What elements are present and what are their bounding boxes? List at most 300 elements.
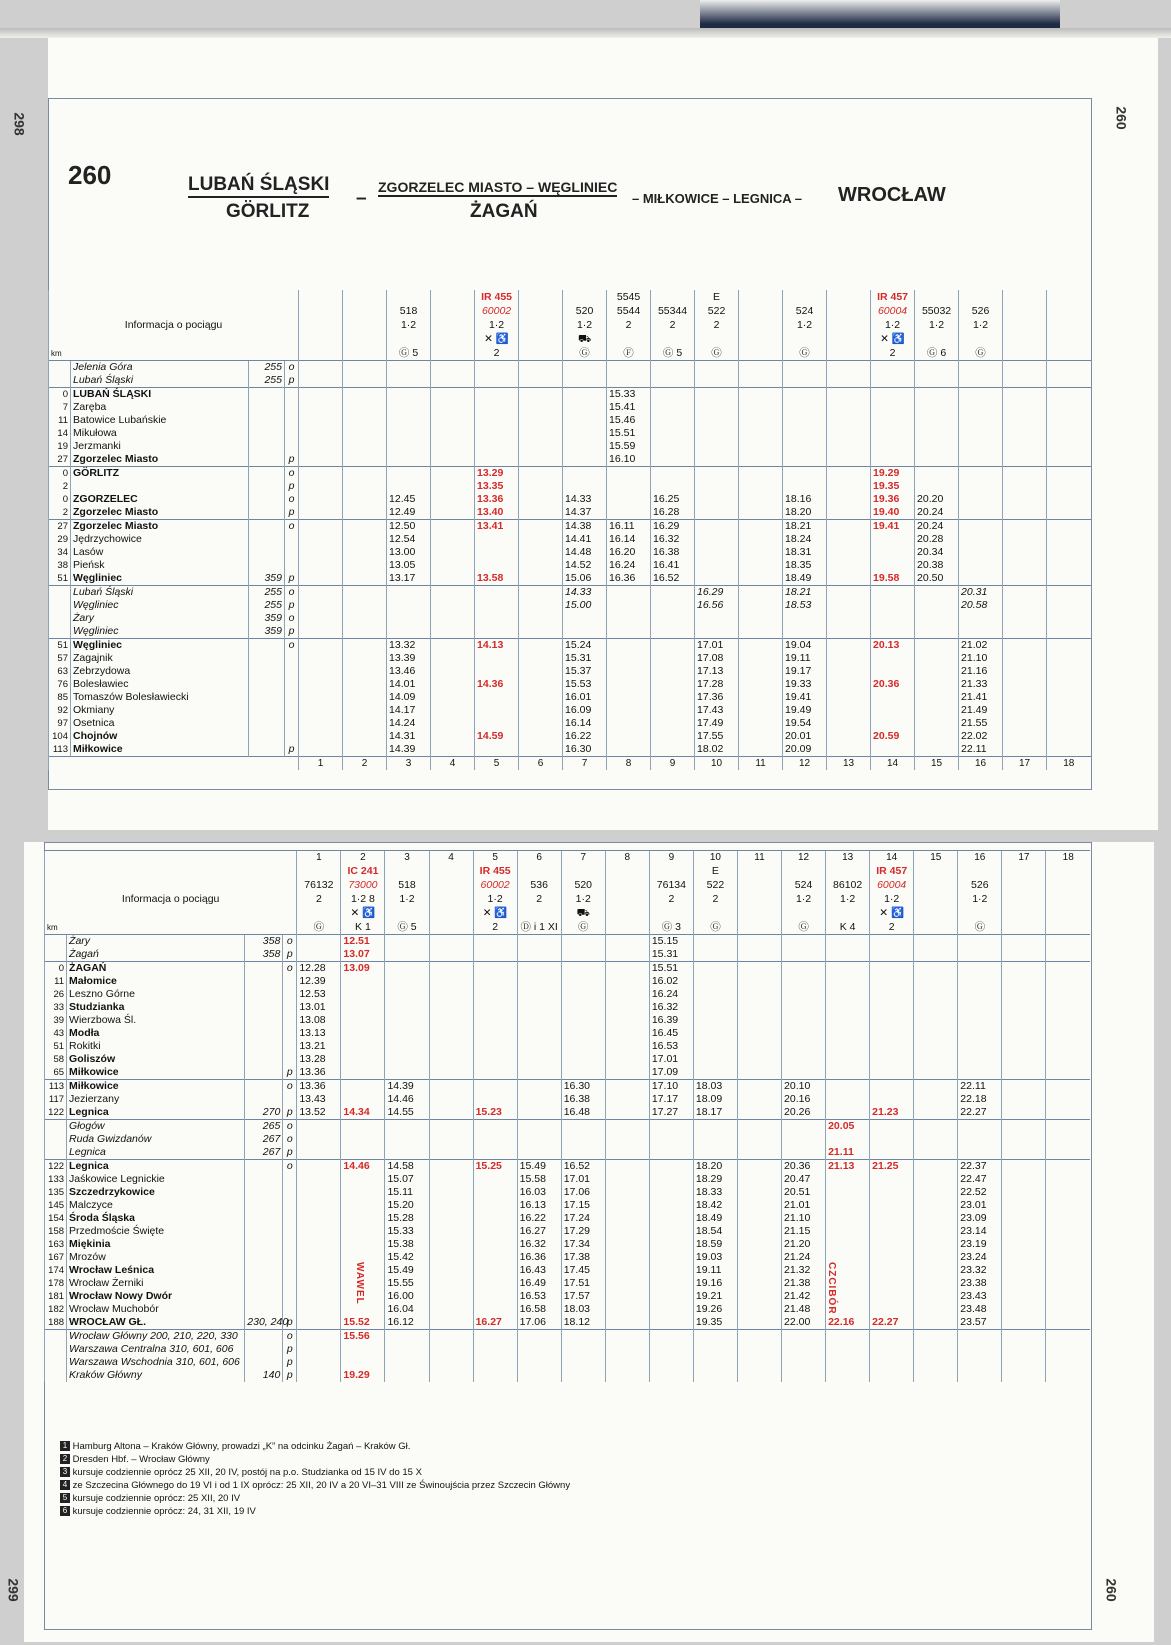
time-cell [693, 1027, 737, 1040]
train-info-cell: 5545 [607, 290, 651, 304]
time-cell [1003, 652, 1047, 665]
time-cell [1003, 520, 1047, 534]
time-cell [782, 1133, 826, 1146]
time-cell [739, 691, 783, 704]
time-cell [1046, 1212, 1090, 1225]
column-number: 8 [607, 757, 651, 771]
time-cell: 17.01 [695, 639, 739, 653]
time-cell: 14.55 [385, 1106, 429, 1120]
time-cell [827, 743, 871, 757]
time-cell [475, 743, 519, 757]
time-cell [519, 612, 563, 625]
train-info-cell [429, 906, 473, 920]
train-info-cell [519, 290, 563, 304]
time-cell: 16.24 [607, 559, 651, 572]
train-info-cell: 55032 [915, 304, 959, 318]
time-cell [429, 1053, 473, 1066]
time-cell: 17.36 [695, 691, 739, 704]
time-cell [1046, 1330, 1090, 1344]
time-cell [475, 612, 519, 625]
time-cell: 15.00 [563, 599, 607, 612]
time-cell [826, 1133, 870, 1146]
time-cell [737, 1264, 781, 1277]
time-cell [1046, 1080, 1090, 1094]
connection-table-ref [249, 453, 285, 467]
time-cell [782, 1001, 826, 1014]
column-number-row [49, 757, 1091, 771]
time-cell [341, 1014, 385, 1027]
time-cell [739, 652, 783, 665]
time-cell: 16.32 [651, 533, 695, 546]
footnote-text: ze Szczecina Głównego do 19 VI i od 1 IX oprócz: 25 XII, 20 IV a 20 VI–31 VIII ze Świnoujścia przez Szczecin Główny [72, 1480, 571, 1491]
km-cell [45, 1133, 67, 1146]
train-info-cell: 2 [695, 318, 739, 332]
arr-dep-flag [285, 730, 299, 743]
km-cell [49, 374, 71, 388]
train-info-cell: K 1 [341, 920, 385, 935]
time-cell [1003, 374, 1047, 388]
train-info-cell [343, 318, 387, 332]
column-number-spacer [49, 757, 299, 771]
train-info-cell [695, 332, 739, 346]
time-cell [782, 1040, 826, 1053]
time-cell [826, 1173, 870, 1186]
time-cell [475, 704, 519, 717]
time-cell [737, 1251, 781, 1264]
km-cell [45, 935, 67, 949]
time-cell [473, 1066, 517, 1080]
km-cell: 14 [49, 427, 71, 440]
time-cell [739, 546, 783, 559]
time-cell [475, 625, 519, 639]
connection-table-ref: 267 [245, 1133, 283, 1146]
time-cell [343, 453, 387, 467]
train-info-cell [519, 346, 563, 361]
time-cell [519, 639, 563, 653]
time-cell [1047, 467, 1091, 481]
time-cell [827, 453, 871, 467]
arr-dep-flag: o [285, 586, 299, 600]
time-cell [1047, 572, 1091, 586]
time-cell [385, 1133, 429, 1146]
time-cell [1003, 678, 1047, 691]
time-cell: 14.17 [387, 704, 431, 717]
route-luban: LUBAŃ ŚLĄSKI [188, 174, 329, 198]
train-info-cell: 2 [693, 892, 737, 906]
km-label: km [47, 923, 58, 932]
train-info-cell: ⛟ [563, 332, 607, 346]
time-cell [431, 480, 475, 493]
time-cell [695, 520, 739, 534]
km-cell: 43 [45, 1027, 67, 1040]
time-cell [649, 1120, 693, 1134]
time-cell [1047, 480, 1091, 493]
km-cell: 26 [45, 988, 67, 1001]
time-cell [870, 1330, 914, 1344]
time-cell [563, 467, 607, 481]
time-cell [431, 388, 475, 402]
time-cell [1003, 493, 1047, 506]
time-cell [870, 1264, 914, 1277]
train-info-cell [605, 920, 649, 935]
time-cell [739, 427, 783, 440]
time-cell [693, 1369, 737, 1382]
time-cell [651, 704, 695, 717]
time-cell: 15.37 [563, 665, 607, 678]
time-cell [651, 361, 695, 375]
time-cell: 12.51 [341, 935, 385, 949]
time-cell: 15.24 [563, 639, 607, 653]
time-cell: 13.40 [475, 506, 519, 520]
km-label: km [51, 349, 62, 358]
time-cell [826, 1093, 870, 1106]
timetable-row [45, 1040, 1091, 1053]
time-cell [343, 440, 387, 453]
km-cell [49, 599, 71, 612]
time-cell: 15.55 [385, 1277, 429, 1290]
time-cell: 14.48 [563, 546, 607, 559]
time-cell [519, 717, 563, 730]
time-cell [297, 1369, 341, 1382]
station-name: Węgliniec [71, 625, 249, 639]
time-cell [1047, 546, 1091, 559]
time-cell [915, 665, 959, 678]
time-cell [517, 1133, 561, 1146]
train-info-cell [826, 864, 870, 878]
time-cell: 13.09 [341, 962, 385, 976]
time-cell: 23.14 [958, 1225, 1002, 1238]
time-cell: 23.48 [958, 1303, 1002, 1316]
station-name: WROCŁAW GŁ. [67, 1316, 245, 1330]
time-cell: 14.34 [341, 1106, 385, 1120]
time-cell [737, 1093, 781, 1106]
time-cell [607, 361, 651, 375]
train-info-cell: Ⓖ 5 [387, 346, 431, 361]
time-cell [431, 586, 475, 600]
time-cell [870, 1369, 914, 1382]
time-cell [783, 427, 827, 440]
time-cell [1002, 1001, 1046, 1014]
connection-table-ref [245, 1303, 283, 1316]
time-cell [387, 625, 431, 639]
time-cell: 20.28 [915, 533, 959, 546]
time-cell [519, 388, 563, 402]
train-info-cell: ✕ ♿ [341, 906, 385, 920]
time-cell: 18.03 [561, 1303, 605, 1316]
page-number-bottom-right: 260 [1103, 1578, 1120, 1602]
time-cell [827, 704, 871, 717]
time-cell [959, 401, 1003, 414]
station-name: Zaręba [71, 401, 249, 414]
time-cell: 15.52 [341, 1316, 385, 1330]
time-cell [519, 743, 563, 757]
connection-table-ref [245, 1040, 283, 1053]
time-cell [693, 988, 737, 1001]
time-cell [739, 743, 783, 757]
route-gorlitz: GÖRLITZ [226, 201, 310, 222]
km-cell: 57 [49, 652, 71, 665]
column-number: 4 [431, 757, 475, 771]
time-cell [693, 948, 737, 962]
time-cell [607, 586, 651, 600]
time-cell: 16.01 [563, 691, 607, 704]
time-cell [915, 639, 959, 653]
time-cell: 18.35 [783, 559, 827, 572]
time-cell [915, 612, 959, 625]
time-cell [826, 935, 870, 949]
time-cell [914, 1120, 958, 1134]
train-info-cell [915, 290, 959, 304]
column-number: 12 [782, 851, 826, 865]
train-info-cell: 2 [297, 892, 341, 906]
time-cell [563, 453, 607, 467]
connection-table-ref [245, 1186, 283, 1199]
time-cell [1047, 401, 1091, 414]
time-cell [519, 704, 563, 717]
time-cell [1002, 1330, 1046, 1344]
time-cell [695, 559, 739, 572]
time-cell [605, 1369, 649, 1382]
time-cell [297, 1330, 341, 1344]
time-cell [739, 480, 783, 493]
time-cell [739, 717, 783, 730]
time-cell: 16.29 [651, 520, 695, 534]
connection-table-ref [245, 1173, 283, 1186]
time-cell: 16.04 [385, 1303, 429, 1316]
time-cell [343, 704, 387, 717]
time-cell [343, 717, 387, 730]
time-cell [429, 1303, 473, 1316]
time-cell [343, 414, 387, 427]
time-cell [695, 625, 739, 639]
time-cell [1003, 639, 1047, 653]
time-cell [473, 1080, 517, 1094]
time-cell: 18.59 [693, 1238, 737, 1251]
time-cell [871, 559, 915, 572]
arr-dep-flag: p [283, 948, 297, 962]
time-cell [783, 361, 827, 375]
time-cell [870, 1014, 914, 1027]
page-gutter [0, 28, 1171, 38]
time-cell [693, 1356, 737, 1369]
time-cell [517, 935, 561, 949]
time-cell [782, 988, 826, 1001]
time-cell [737, 1160, 781, 1174]
train-info-cell [605, 878, 649, 892]
time-cell [473, 1186, 517, 1199]
time-cell [959, 493, 1003, 506]
timetable-row [45, 1330, 1091, 1344]
arr-dep-flag: o [285, 467, 299, 481]
time-cell [1046, 1160, 1090, 1174]
km-cell [49, 586, 71, 600]
column-number: 13 [826, 851, 870, 865]
timetable-row [49, 586, 1091, 600]
time-cell [341, 1120, 385, 1134]
time-cell: 19.41 [871, 520, 915, 534]
km-cell: 51 [45, 1040, 67, 1053]
time-cell [914, 1343, 958, 1356]
time-cell [693, 975, 737, 988]
time-cell [385, 988, 429, 1001]
train-info-cell [737, 906, 781, 920]
time-cell [782, 962, 826, 976]
time-cell [343, 652, 387, 665]
km-cell [45, 1146, 67, 1160]
train-info-cell [1046, 892, 1090, 906]
time-cell [343, 730, 387, 743]
time-cell [605, 1053, 649, 1066]
time-cell [473, 1027, 517, 1040]
time-cell [519, 559, 563, 572]
time-cell: 14.59 [475, 730, 519, 743]
train-info-cell [431, 304, 475, 318]
train-info-cell: Ⓖ 3 [649, 920, 693, 935]
time-cell [651, 730, 695, 743]
train-info-cell: Ⓖ [563, 346, 607, 361]
train-info-cell: Ⓖ [958, 920, 1002, 935]
arr-dep-flag [285, 559, 299, 572]
time-cell [782, 975, 826, 988]
train-info-cell: 2 [871, 346, 915, 361]
timetable-row [45, 935, 1091, 949]
time-cell [473, 1093, 517, 1106]
km-cell: 174 [45, 1264, 67, 1277]
time-cell: 16.49 [517, 1277, 561, 1290]
station-name: Jelenia Góra [71, 361, 249, 375]
train-info-cell [737, 920, 781, 935]
time-cell [739, 599, 783, 612]
time-cell [1046, 1225, 1090, 1238]
station-name: Bolesławiec [71, 678, 249, 691]
station-name: Malczyce [67, 1199, 245, 1212]
time-cell [693, 962, 737, 976]
km-cell: 122 [45, 1106, 67, 1120]
time-cell [561, 988, 605, 1001]
train-info-cell [958, 864, 1002, 878]
time-cell: 13.01 [297, 1001, 341, 1014]
footnote [60, 1505, 570, 1518]
time-cell [783, 388, 827, 402]
time-cell [341, 1212, 385, 1225]
time-cell [914, 1053, 958, 1066]
time-cell: 18.21 [783, 586, 827, 600]
time-cell [739, 388, 783, 402]
time-cell [914, 1093, 958, 1106]
time-cell [1046, 1066, 1090, 1080]
time-cell: 18.09 [693, 1093, 737, 1106]
time-cell [431, 493, 475, 506]
time-cell [387, 440, 431, 453]
column-number: 10 [695, 757, 739, 771]
time-cell [782, 1369, 826, 1382]
station-name: Miłkowice [67, 1080, 245, 1094]
time-cell [739, 612, 783, 625]
time-cell: 13.05 [387, 559, 431, 572]
time-cell: 15.58 [517, 1173, 561, 1186]
time-cell [519, 520, 563, 534]
time-cell [914, 948, 958, 962]
time-cell [519, 599, 563, 612]
time-cell: 17.28 [695, 678, 739, 691]
time-cell [914, 1186, 958, 1199]
time-cell: 16.32 [649, 1001, 693, 1014]
connection-table-ref [249, 520, 285, 534]
connection-table-ref: 255 [249, 599, 285, 612]
time-cell: 19.29 [871, 467, 915, 481]
time-cell [827, 546, 871, 559]
km-cell: 39 [45, 1014, 67, 1027]
train-info-cell [429, 892, 473, 906]
time-cell [473, 1133, 517, 1146]
time-cell: 18.53 [783, 599, 827, 612]
connection-table-ref: 358 [245, 948, 283, 962]
time-cell [299, 546, 343, 559]
time-cell: 21.33 [959, 678, 1003, 691]
time-cell [519, 730, 563, 743]
time-cell [827, 480, 871, 493]
train-info-cell [739, 318, 783, 332]
km-cell: 76 [49, 678, 71, 691]
time-cell [431, 520, 475, 534]
time-cell: 18.17 [693, 1106, 737, 1120]
train-info-cell [1047, 318, 1091, 332]
time-cell: 15.15 [649, 935, 693, 949]
time-cell [473, 1040, 517, 1053]
time-cell: 17.10 [649, 1080, 693, 1094]
time-cell: 15.31 [563, 652, 607, 665]
time-cell: 19.11 [693, 1264, 737, 1277]
time-cell: 16.45 [649, 1027, 693, 1040]
time-cell [870, 988, 914, 1001]
station-name: Pieńsk [71, 559, 249, 572]
train-info-cell [739, 304, 783, 318]
time-cell [341, 1093, 385, 1106]
km-cell: 51 [49, 639, 71, 653]
timetable-row [49, 414, 1091, 427]
time-cell [605, 1040, 649, 1053]
time-cell [1002, 1225, 1046, 1238]
time-cell [1047, 652, 1091, 665]
time-cell [870, 1238, 914, 1251]
train-info-cell [297, 906, 341, 920]
time-cell: 16.09 [563, 704, 607, 717]
timetable-row [45, 962, 1091, 976]
time-cell [299, 401, 343, 414]
time-cell [385, 1146, 429, 1160]
km-cell: 158 [45, 1225, 67, 1238]
time-cell [561, 1040, 605, 1053]
station-name: Jezierzany [67, 1093, 245, 1106]
station-name: Goliszów [67, 1053, 245, 1066]
time-cell [649, 1146, 693, 1160]
time-cell [782, 1053, 826, 1066]
time-cell: 17.27 [649, 1106, 693, 1120]
time-cell [519, 414, 563, 427]
time-cell: 18.03 [693, 1080, 737, 1094]
arr-dep-flag: p [283, 1356, 297, 1369]
time-cell [1046, 1264, 1090, 1277]
time-cell [605, 1212, 649, 1225]
time-cell: 20.36 [871, 678, 915, 691]
time-cell [693, 1066, 737, 1080]
time-cell [871, 717, 915, 730]
time-cell [605, 1014, 649, 1027]
km-cell: 135 [45, 1186, 67, 1199]
time-cell [561, 1053, 605, 1066]
time-cell [385, 1014, 429, 1027]
timetable-row [49, 559, 1091, 572]
